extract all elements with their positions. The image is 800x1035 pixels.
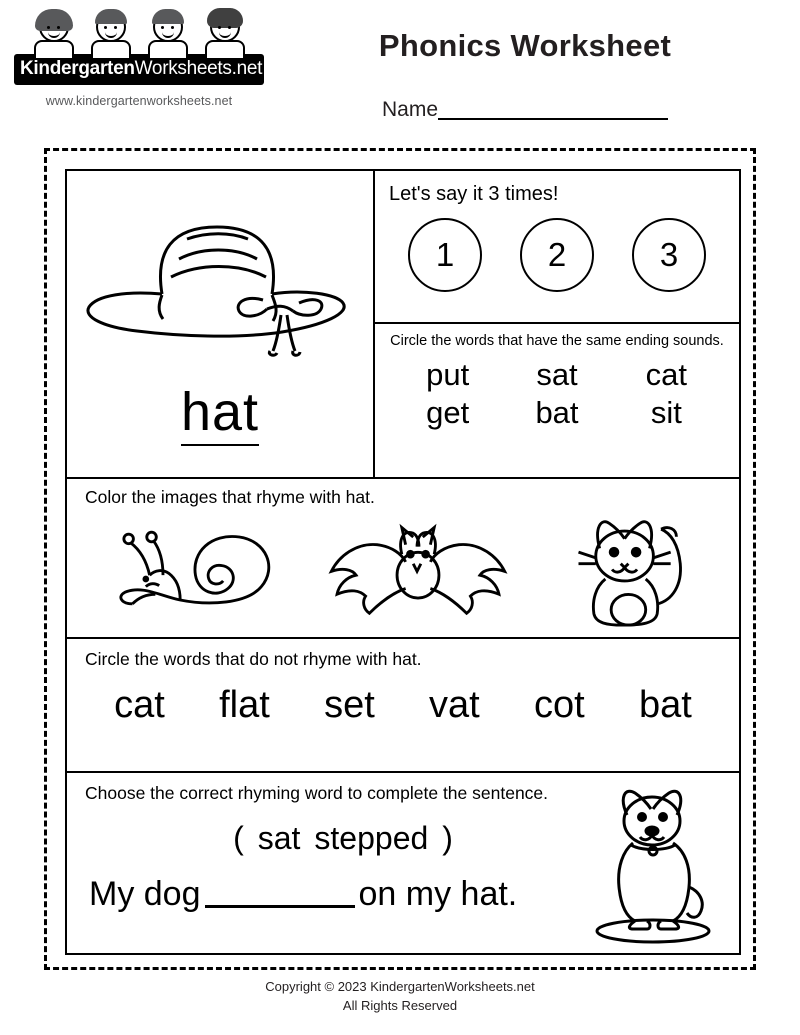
choice-word[interactable]: stepped [314,820,429,856]
count-circle-2[interactable]: 2 [520,218,594,292]
count-circles [389,218,739,292]
color-instruction: Color the images that rhyme with hat. [85,487,375,507]
paren-open: ( [233,820,244,856]
snail-illustration[interactable] [102,516,287,621]
name-label: Name [381,98,439,121]
logo-wordmark-rest: Worksheets.net [134,58,263,79]
worksheet-inner-frame [65,169,741,955]
not-rhyme-word[interactable]: vat [429,684,480,726]
sentence-answer-blank[interactable] [205,883,355,908]
ending-word[interactable]: cat [645,357,687,392]
paren-close: ) [442,820,453,856]
section-not-rhyme [67,639,739,773]
section-sentence [67,773,739,953]
worksheet-dashed-frame [44,148,756,970]
hat-illustration [67,199,373,359]
logo-kids-illustration [32,8,247,54]
site-url: www.kindergartenworksheets.net [45,94,233,108]
sentence-before: My dog [89,875,201,913]
ending-sounds-section [375,324,739,477]
logo-wordmark [14,54,264,85]
logo-wordmark-bold: Kindergarten [20,58,135,79]
count-circle-1[interactable]: 1 [408,218,482,292]
dog-illustration [581,775,731,945]
count-circle-3[interactable]: 3 [632,218,706,292]
not-rhyme-word[interactable]: bat [638,684,692,726]
color-images-row [67,508,739,628]
ending-sounds-instruction: Circle the words that have the same ending sounds. [390,333,724,349]
ending-word[interactable]: get [426,395,470,430]
page-header [0,0,800,140]
main-word: hat [67,381,373,443]
not-rhyme-word[interactable]: cot [534,684,585,726]
say-it-instruction: Let's say it 3 times! [389,183,559,205]
main-word-cell [67,171,375,477]
kid-icon [146,12,190,58]
cat-illustration[interactable] [549,508,704,628]
site-logo[interactable] [14,8,264,108]
kid-icon [203,12,247,58]
not-rhyme-instruction: Circle the words that do not rhyme with hat. [85,649,422,669]
right-column [375,171,739,477]
bat-illustration[interactable] [318,516,518,621]
ending-word[interactable]: bat [535,395,579,430]
kid-icon [89,12,133,58]
sentence-after: on my hat. [358,875,518,913]
not-rhyme-word[interactable]: set [324,684,375,726]
copyright-text: Copyright © 2023 KindergartenWorksheets.net [265,979,535,994]
name-field-row [275,98,775,122]
choice-word[interactable]: sat [257,820,301,856]
section-color-images [67,479,739,639]
not-rhyme-word[interactable]: cat [114,684,165,726]
page-footer [0,978,800,1016]
say-it-section [375,171,739,324]
ending-word[interactable]: put [426,357,470,392]
name-input-blank[interactable] [438,98,668,120]
not-rhyme-word[interactable]: flat [219,684,270,726]
ending-word[interactable]: sat [536,357,578,392]
section-word-and-say [67,171,739,479]
sentence-instruction: Choose the correct rhyming word to complete the sentence. [85,783,549,803]
rights-text: All Rights Reserved [342,997,458,1013]
kid-icon [32,12,76,58]
not-rhyme-word-row [67,684,739,727]
ending-word[interactable]: sit [650,395,682,430]
ending-sounds-word-grid [375,357,739,431]
page-title: Phonics Worksheet [378,28,672,63]
